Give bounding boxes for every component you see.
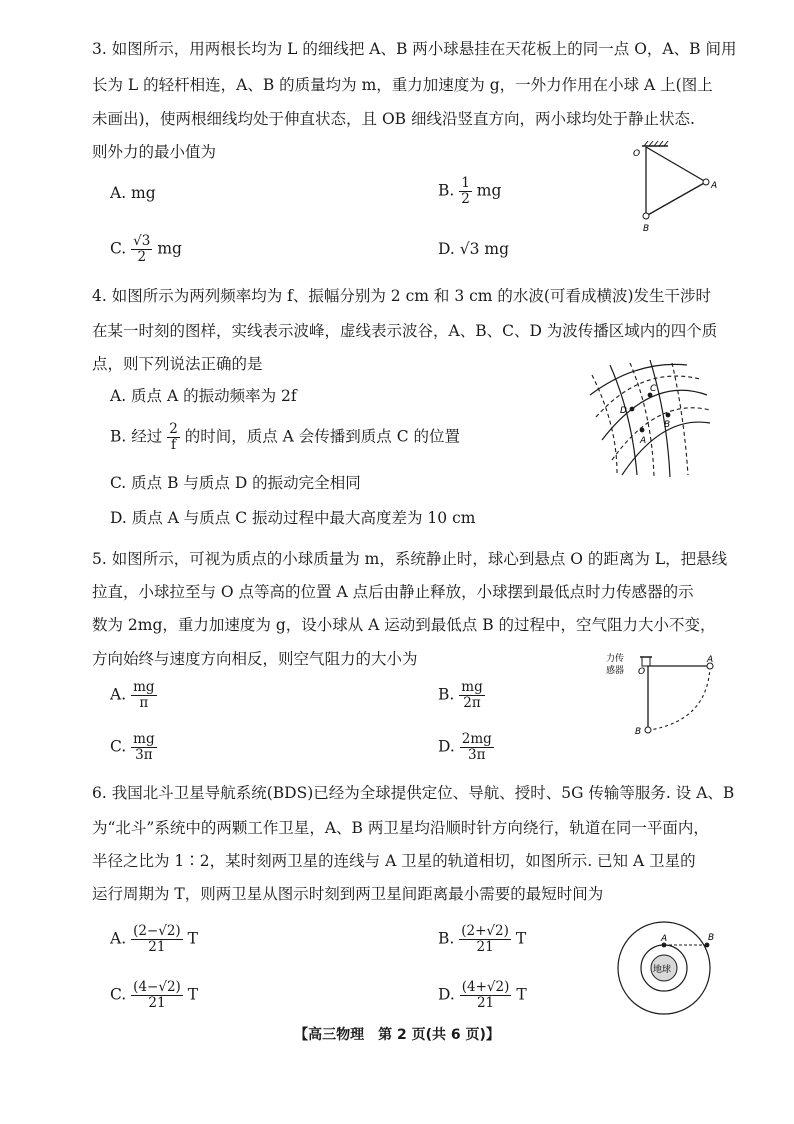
earth-label: 地球 xyxy=(653,965,672,975)
q5-option-d-label: D. xyxy=(438,737,455,756)
label-c: C xyxy=(650,384,657,394)
q6-option-a-label: A. xyxy=(110,929,127,948)
label-o: O xyxy=(638,667,646,677)
q6-option-b-fraction xyxy=(459,924,511,955)
q5-line-2: 拉直，小球拉至与 O 点等高的位置 A 点后由静止释放，小球摆到最低点时力传感器的示 xyxy=(92,583,694,601)
label-o: O xyxy=(633,149,641,159)
q3-option-d: D. √3 mg xyxy=(438,240,510,258)
q4-figure xyxy=(582,355,712,480)
q6-option-d-tail: T xyxy=(516,985,527,1004)
q5-option-a xyxy=(110,680,157,711)
swing-path xyxy=(650,666,710,730)
q3-option-b-denominator: 2 xyxy=(461,191,470,207)
q5-line-4: 方向始终与速度方向相反，则空气阻力的大小为 xyxy=(92,650,418,668)
q3-line-3: 未画出)，使两根细线均处于伸直状态，且 OB 细线沿竖直方向，两小球均处于静止状态. xyxy=(92,110,695,128)
q3-figure xyxy=(628,138,724,236)
q5-option-b-denominator: 2π xyxy=(463,695,481,711)
ball-a xyxy=(703,179,709,185)
q3-option-b-numerator: 1 xyxy=(461,175,470,191)
q6-option-a-fraction xyxy=(131,924,183,955)
q4-option-a: A. 质点 A 的振动频率为 2f xyxy=(110,387,297,405)
q4-option-b-tail: 的时间，质点 A 会传播到质点 C 的位置 xyxy=(184,427,460,446)
q3-option-c-denominator: 2 xyxy=(137,249,147,265)
q6-option-c-label: C. xyxy=(110,985,127,1004)
q5-option-b-numerator: mg xyxy=(461,679,483,695)
sensor-label-2: 感器 xyxy=(606,666,625,676)
q6-option-c-denominator: 21 xyxy=(148,995,166,1011)
q5-option-a-label: A. xyxy=(110,685,127,704)
q4-line-1: 4. 如图所示为两列频率均为 f、振幅分别为 2 cm 和 3 cm 的水波(可看成横波)发生干涉时 xyxy=(92,287,712,305)
q6-line-1: 6. 我国北斗卫星导航系统(BDS)已经为全球提供定位、导航、授时、5G 传输等服务. 设 A、B xyxy=(92,784,735,802)
q3-line-4: 则外力的最小值为 xyxy=(92,143,217,161)
label-a: A xyxy=(661,934,668,944)
q5-option-c xyxy=(110,732,157,763)
q5-line-1: 5. 如图所示，可视为质点的小球质量为 m，系统静止时，球心到悬点 O 的距离为 L，把悬线 xyxy=(92,550,728,568)
q3-option-b-tail: mg xyxy=(476,181,502,200)
q5-option-b-fraction xyxy=(459,680,484,711)
trough-lines xyxy=(592,363,710,477)
ball-b xyxy=(645,727,651,733)
q5-figure xyxy=(604,652,722,740)
q6-figure xyxy=(614,918,722,1018)
q5-option-c-fraction xyxy=(131,732,156,763)
q3-line-2: 长为 L 的轻杆相连，A、B 的质量均为 m，重力加速度为 g，一外力作用在小球 A 上(图上 xyxy=(92,76,713,94)
point-b xyxy=(666,413,671,418)
q3-option-c-numerator: √3 xyxy=(133,233,151,249)
q4-option-d: D. 质点 A 与质点 C 振动过程中最大高度差为 10 cm xyxy=(110,509,476,527)
q6-option-a-tail: T xyxy=(187,929,198,948)
ball-b xyxy=(643,213,649,219)
q6-option-b-denominator: 21 xyxy=(476,939,494,955)
q3-line-1: 3. 如图所示，用两根长均为 L 的细线把 A、B 两小球悬挂在天花板上的同一点 O，A、B 间用 xyxy=(92,40,737,58)
q3-option-c-tail: mg xyxy=(157,239,182,258)
q4-line-3: 点，则下列说法正确的是 xyxy=(92,355,263,373)
q5-option-c-numerator: mg xyxy=(133,731,155,747)
q5-option-c-label: C. xyxy=(110,737,127,756)
label-a: A xyxy=(640,436,647,446)
q6-option-a-numerator: (2−√2) xyxy=(133,923,181,939)
q5-option-a-denominator: π xyxy=(139,695,149,711)
q6-option-d-fraction xyxy=(460,980,512,1011)
q4-option-c: C. 质点 B 与质点 D 的振动完全相同 xyxy=(110,474,361,492)
q6-option-d-label: D. xyxy=(438,985,455,1004)
q6-option-d-numerator: (4+√2) xyxy=(461,979,510,995)
label-a: A xyxy=(711,181,718,191)
q3-option-c-fraction xyxy=(131,234,152,265)
q5-line-3: 数为 2mg，重力加速度为 g，设小球从 A 运动到最低点 B 的过程中，空气阻力大小不变， xyxy=(92,616,716,634)
label-a: A xyxy=(707,655,714,665)
q5-option-d-denominator: 3π xyxy=(468,747,486,763)
q6-option-a-denominator: 21 xyxy=(148,939,166,955)
q3-option-b-fraction xyxy=(459,176,472,207)
q5-option-a-fraction xyxy=(131,680,156,711)
q6-line-3: 半径之比为 1∶2，某时刻两卫星的连线与 A 卫星的轨道相切，如图所示. 已知 A 卫星的 xyxy=(92,852,696,870)
q6-option-c-fraction xyxy=(131,980,183,1011)
q5-option-b-label: B. xyxy=(438,685,455,704)
q4-option-b-fraction xyxy=(167,422,180,453)
q6-option-a xyxy=(110,924,198,955)
q4-line-2: 在某一时刻的图样，实线表示波峰，虚线表示波谷，A、B、C、D 为波传播区域内的四个质 xyxy=(92,322,718,340)
point-a xyxy=(640,428,645,433)
q5-option-d-fraction xyxy=(460,732,494,763)
q4-option-b xyxy=(110,422,460,453)
q6-option-c-numerator: (4−√2) xyxy=(133,979,181,995)
q5-option-c-denominator: 3π xyxy=(135,747,153,763)
q6-option-b xyxy=(438,924,526,955)
page-footer: 【高三物理 第 2 页(共 6 页)】 xyxy=(294,1027,500,1043)
q3-option-c xyxy=(110,234,182,265)
q3-option-c-label: C. xyxy=(110,239,127,258)
q3-option-b-label: B. xyxy=(438,181,455,200)
q6-line-2: 为“北斗”系统中的两颗工作卫星，A、B 两卫星均沿顺时针方向绕行，轨道在同一平面内， xyxy=(92,819,709,837)
point-d xyxy=(630,407,635,412)
q6-option-b-tail: T xyxy=(515,929,527,948)
q3-option-a: A. mg xyxy=(110,184,156,202)
q5-option-d xyxy=(438,732,494,763)
q6-option-b-numerator: (2+√2) xyxy=(461,923,509,939)
q4-option-b-denominator: f xyxy=(170,437,176,453)
label-b: B xyxy=(708,933,715,943)
q6-option-b-label: B. xyxy=(438,929,455,948)
q3-option-b xyxy=(438,176,501,207)
q6-option-c xyxy=(110,980,198,1011)
label-b: B xyxy=(635,727,642,737)
force-sensor-box xyxy=(642,657,650,666)
q5-option-b xyxy=(438,680,485,711)
label-d: D xyxy=(620,406,627,416)
string-oa xyxy=(646,147,706,182)
satellite-b xyxy=(705,943,710,948)
sensor-label-1: 力传 xyxy=(606,654,625,664)
label-b: B xyxy=(664,420,671,430)
q6-option-c-tail: T xyxy=(187,985,199,1004)
rod-ab xyxy=(646,182,706,216)
q5-option-d-numerator: 2mg xyxy=(461,731,492,747)
q5-option-a-numerator: mg xyxy=(133,679,155,695)
q6-line-4: 运行周期为 T，则两卫星从图示时刻到两卫星间距离最小需要的最短时间为 xyxy=(92,885,604,903)
q6-option-d xyxy=(438,980,527,1011)
q4-option-b-label: B. 经过 xyxy=(110,427,163,446)
q6-option-d-denominator: 21 xyxy=(476,995,495,1011)
q4-option-b-numerator: 2 xyxy=(169,421,178,437)
label-b: B xyxy=(643,224,650,234)
